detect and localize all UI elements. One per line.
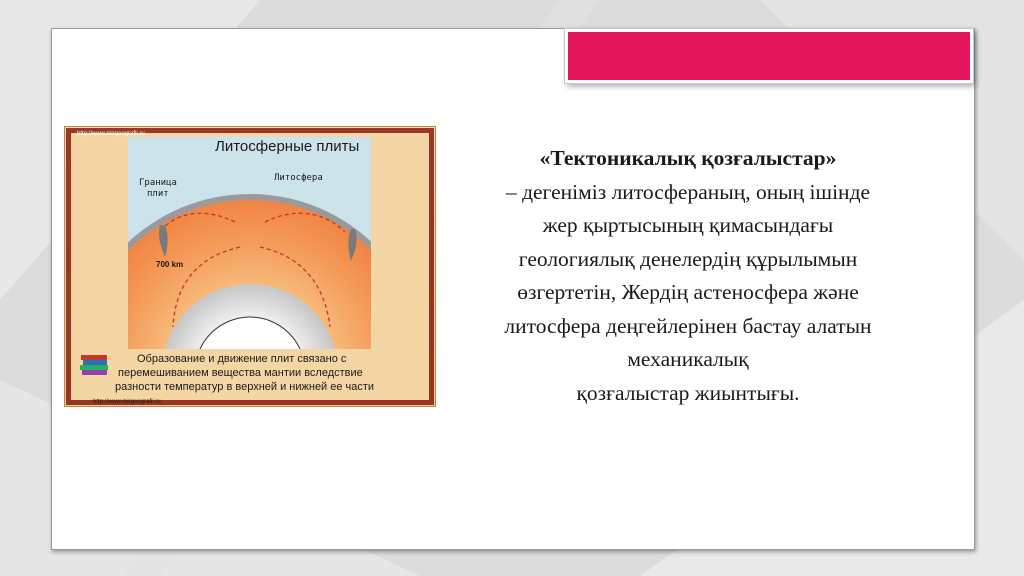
body-line: – дегеніміз литосфераның, оның ішінде	[505, 179, 871, 204]
label-boundary-2: плит	[147, 189, 169, 199]
body-line: литосфера деңгейлерінен бастау алатын	[504, 313, 872, 338]
figure-caption-3: разности температур в верхней и нижней ее части	[115, 381, 375, 393]
lithosphere-diagram	[65, 127, 435, 406]
lithosphere-figure	[64, 126, 436, 407]
figure-heading: Литосферные плиты	[215, 138, 360, 155]
books-icon	[80, 355, 108, 375]
definition-text	[432, 142, 944, 410]
body-line: механикалық	[627, 347, 749, 371]
figure-url-bottom: http://www.mirgeografii.ru	[93, 399, 161, 405]
body-line: қозғалыстар жиынтығы.	[576, 380, 800, 405]
label-lithosphere: Литосфера	[274, 173, 323, 183]
figure-caption-1: Образование и движение плит связано с	[137, 353, 347, 365]
body-line: өзгертетін, Жердің астеносфера және	[517, 280, 859, 304]
label-depth: 700 km	[156, 260, 184, 269]
figure-caption-2: перемешиванием вещества мантии вследствие	[118, 367, 363, 379]
accent-bar	[565, 29, 973, 83]
slide-title: «Тектоникалық қозғалыстар»	[539, 146, 837, 170]
body-line: геологиялық денелердің құрылымын	[518, 246, 858, 271]
figure-url-top: http://www.mirgeografii.ru	[77, 131, 145, 137]
body-line: жер қыртысының қимасындағы	[542, 213, 834, 237]
label-boundary-1: Граница	[139, 178, 177, 188]
